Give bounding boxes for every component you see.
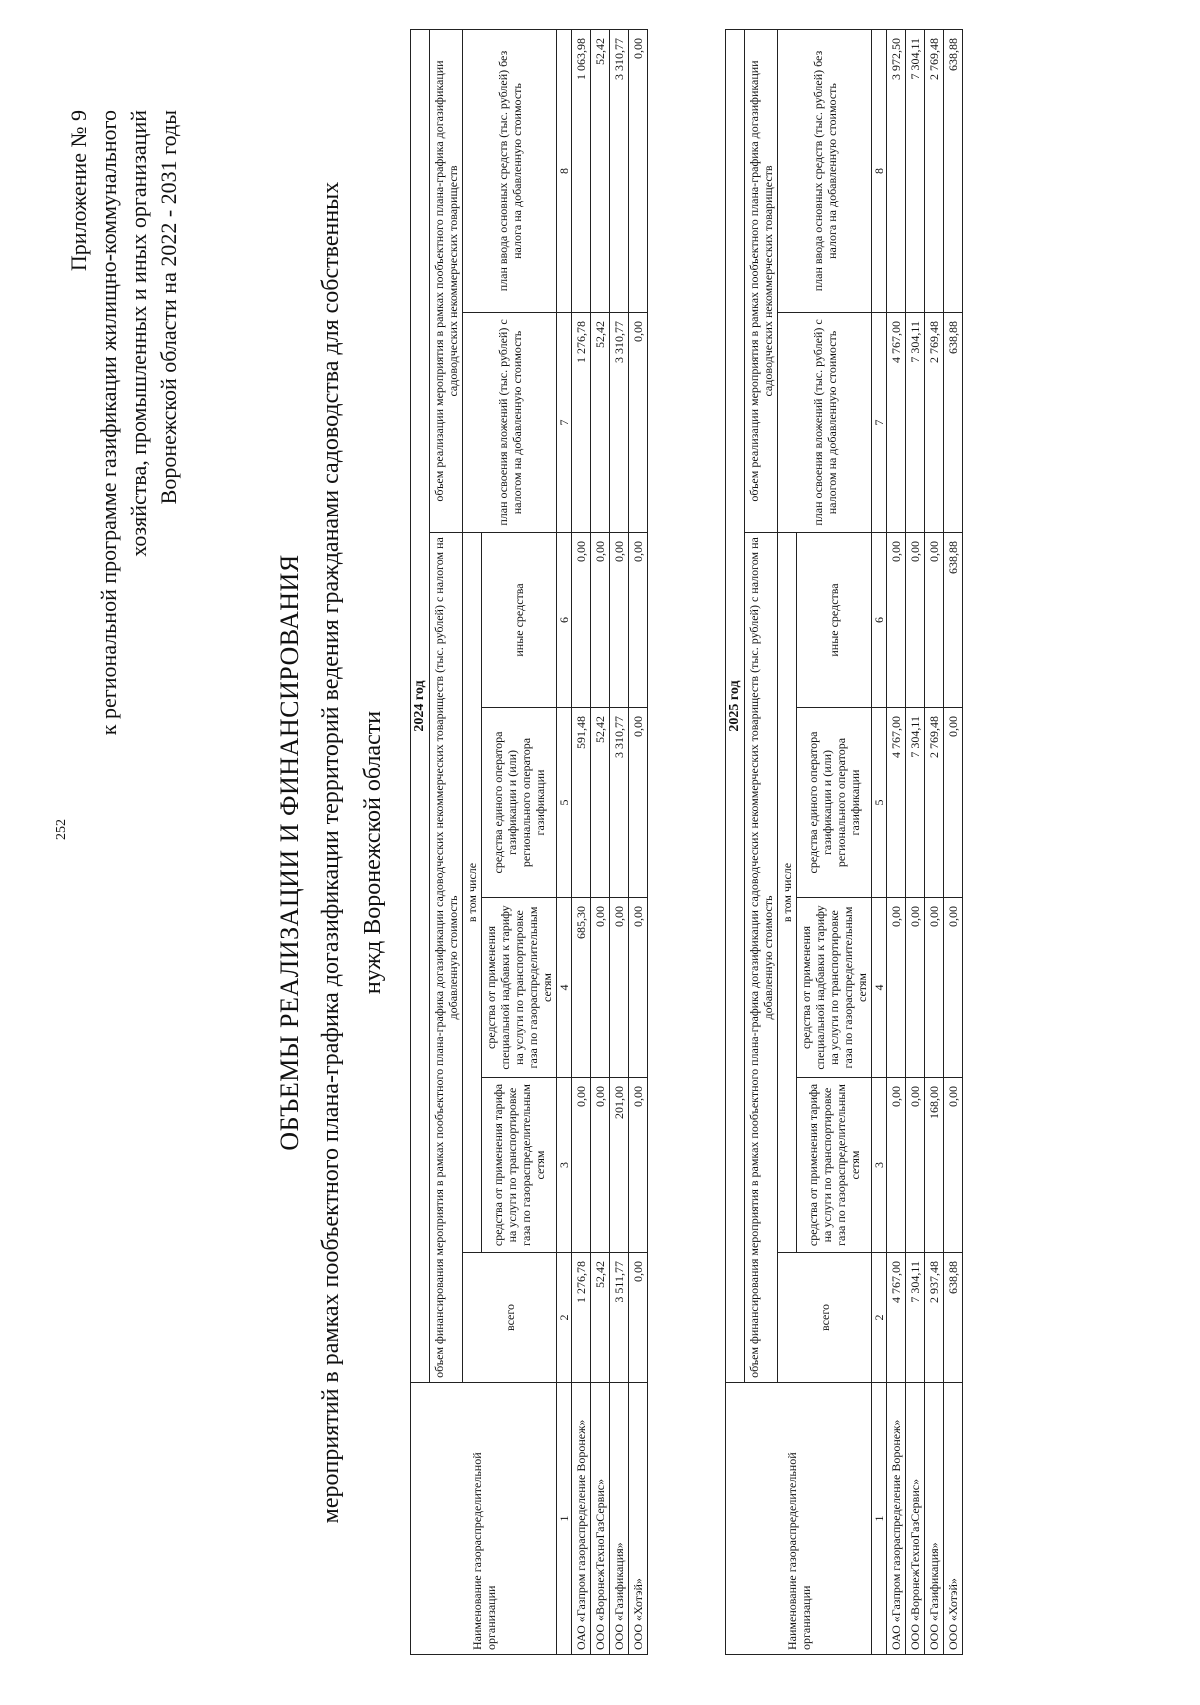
title-main: ОБЪЕМЫ РЕАЛИЗАЦИИ И ФИНАНСИРОВАНИЯ <box>275 554 304 1151</box>
value-cell: 7 304,11 <box>906 708 925 898</box>
value-cell: 3 310,77 <box>610 708 629 898</box>
document-title <box>275 40 389 1665</box>
value-cell: 0,00 <box>944 898 963 1078</box>
value-cell: 0,00 <box>887 1078 906 1253</box>
header-assets-plan: план ввода основных средств (тыс. рублей) без налога на добавленную стоимость <box>463 29 557 312</box>
value-cell: 4 767,00 <box>887 313 906 533</box>
table-row <box>591 29 610 1654</box>
title-subtitle: нужд Воронежской области <box>360 710 386 995</box>
value-cell: 2 769,48 <box>925 708 944 898</box>
table-row <box>906 29 925 1654</box>
value-cell: 638,88 <box>944 29 963 312</box>
column-index: 7 <box>557 313 572 533</box>
column-index: 3 <box>872 1078 887 1253</box>
header-realization-group: объем реализации мероприятия в рамках пообъектного плана-графика догазификации садоводческих некоммерческих товариществ <box>745 29 778 532</box>
header-other: иные средства <box>482 533 557 708</box>
header-total: всего <box>463 1253 557 1383</box>
value-cell: 7 304,11 <box>906 313 925 533</box>
value-cell: 0,00 <box>906 533 925 708</box>
header-operator: средства единого оператора газификации и (или) регионального оператора газификации <box>797 708 872 898</box>
org-name-cell: ОАО «Газпром газораспределение Воронеж» <box>572 1383 591 1655</box>
org-name-cell: ООО «Хотэй» <box>944 1383 963 1655</box>
value-cell: 52,42 <box>591 708 610 898</box>
column-index: 2 <box>557 1253 572 1383</box>
value-cell: 201,00 <box>610 1078 629 1253</box>
value-cell: 1 063,98 <box>572 29 591 312</box>
value-cell: 0,00 <box>610 898 629 1078</box>
header-tariff: средства от применения тарифа на услуги по транспортировке газа по газораспределительным сетям <box>797 1078 872 1253</box>
org-name-cell: ООО «Газификация» <box>610 1383 629 1655</box>
value-cell: 591,48 <box>572 708 591 898</box>
value-cell: 0,00 <box>629 1253 648 1383</box>
value-cell: 0,00 <box>629 1078 648 1253</box>
value-cell: 0,00 <box>925 898 944 1078</box>
column-index: 6 <box>557 533 572 708</box>
org-name-cell: ООО «Хотэй» <box>629 1383 648 1655</box>
value-cell: 2 937,48 <box>925 1253 944 1383</box>
value-cell: 3 511,77 <box>610 1253 629 1383</box>
header-org-name: Наименование газораспределительной организации <box>411 1383 557 1655</box>
value-cell: 0,00 <box>887 533 906 708</box>
header-financing-group: объем финансирования мероприятия в рамках пообъектного плана-графика догазификации садоводческих некоммерческих товариществ (тыс. рублей) с налогом на добавленную стоимость <box>430 533 463 1383</box>
header-surcharge: средства от применения специальной надбавки к тарифу на услуги по транспортировке газа по газораспределительным сетям <box>482 898 557 1078</box>
org-name-cell: ООО «Газификация» <box>925 1383 944 1655</box>
value-cell: 638,88 <box>944 1253 963 1383</box>
value-cell: 3 310,77 <box>610 29 629 312</box>
value-cell: 7 304,11 <box>906 1253 925 1383</box>
table-row <box>610 29 629 1654</box>
value-cell: 3 310,77 <box>610 313 629 533</box>
value-cell: 52,42 <box>591 1253 610 1383</box>
column-index: 3 <box>557 1078 572 1253</box>
column-index: 5 <box>872 708 887 898</box>
value-cell: 1 276,78 <box>572 313 591 533</box>
value-cell: 7 304,11 <box>906 29 925 312</box>
column-index: 1 <box>872 1383 887 1655</box>
table-row <box>944 29 963 1654</box>
header-realization-group: объем реализации мероприятия в рамках пообъектного плана-графика догазификации садоводческих некоммерческих товариществ <box>430 29 463 532</box>
header-investment-plan: план освоения вложений (тыс. рублей) с налогом на добавленную стоимость <box>463 313 557 533</box>
org-name-cell: ООО «ВоронежТехноГазСервис» <box>906 1383 925 1655</box>
appendix-line: к региональной программе газификации жилищно-коммунального <box>96 110 121 736</box>
value-cell: 0,00 <box>572 1078 591 1253</box>
column-index: 5 <box>557 708 572 898</box>
table-row <box>629 29 648 1654</box>
table-row <box>925 29 944 1654</box>
value-cell: 638,88 <box>944 313 963 533</box>
header-financing-group: объем финансирования мероприятия в рамках пообъектного плана-графика догазификации садоводческих некоммерческих товариществ (тыс. рублей) с налогом на добавленную стоимость <box>745 533 778 1383</box>
appendix-line: хозяйства, промышленных и иных организаций <box>126 110 151 557</box>
value-cell: 4 767,00 <box>887 1253 906 1383</box>
value-cell: 0,00 <box>629 29 648 312</box>
value-cell: 0,00 <box>610 533 629 708</box>
value-cell: 0,00 <box>944 1078 963 1253</box>
header-in-that-number: в том числе <box>463 533 482 1253</box>
value-cell: 0,00 <box>591 533 610 708</box>
value-cell: 168,00 <box>925 1078 944 1253</box>
table-row <box>572 29 591 1654</box>
value-cell: 0,00 <box>944 708 963 898</box>
value-cell: 0,00 <box>629 313 648 533</box>
appendix-header <box>64 110 184 830</box>
header-in-that-number: в том числе <box>778 533 797 1253</box>
value-cell: 0,00 <box>906 898 925 1078</box>
page-number: 252 <box>54 819 69 840</box>
column-index: 8 <box>557 29 572 312</box>
header-other: иные средства <box>797 533 872 708</box>
value-cell: 3 972,50 <box>887 29 906 312</box>
year-header: 2025 год <box>726 29 745 1382</box>
table-row <box>887 29 906 1654</box>
value-cell: 0,00 <box>629 708 648 898</box>
value-cell: 0,00 <box>629 898 648 1078</box>
column-index: 6 <box>872 533 887 708</box>
column-index: 1 <box>557 1383 572 1655</box>
column-index: 4 <box>872 898 887 1078</box>
header-assets-plan: план ввода основных средств (тыс. рублей) без налога на добавленную стоимость <box>778 29 872 312</box>
header-operator: средства единого оператора газификации и (или) регионального оператора газификации <box>482 708 557 898</box>
value-cell: 2 769,48 <box>925 29 944 312</box>
header-tariff: средства от применения тарифа на услуги по транспортировке газа по газораспределительным сетям <box>482 1078 557 1253</box>
org-name-cell: ОАО «Газпром газораспределение Воронеж» <box>887 1383 906 1655</box>
value-cell: 0,00 <box>591 1078 610 1253</box>
appendix-number: Приложение № 9 <box>66 110 91 272</box>
value-cell: 4 767,00 <box>887 708 906 898</box>
value-cell: 0,00 <box>629 533 648 708</box>
financing-table-2025 <box>725 29 963 1655</box>
year-header: 2024 год <box>411 29 430 1382</box>
value-cell: 638,88 <box>944 533 963 708</box>
title-subtitle: мероприятий в рамках пообъектного плана-графика догазификации территорий ведения гражданами садоводства для собственных <box>318 181 344 1524</box>
column-index: 4 <box>557 898 572 1078</box>
appendix-line: Воронежской области на 2022 - 2031 годы <box>156 110 181 505</box>
header-surcharge: средства от применения специальной надбавки к тарифу на услуги по транспортировке газа по газораспределительным сетям <box>797 898 872 1078</box>
value-cell: 2 769,48 <box>925 313 944 533</box>
header-org-name: Наименование газораспределительной организации <box>726 1383 872 1655</box>
value-cell: 0,00 <box>591 898 610 1078</box>
column-index: 7 <box>872 313 887 533</box>
header-total: всего <box>778 1253 872 1383</box>
value-cell: 0,00 <box>887 898 906 1078</box>
value-cell: 52,42 <box>591 313 610 533</box>
column-index: 2 <box>872 1253 887 1383</box>
value-cell: 1 276,78 <box>572 1253 591 1383</box>
header-investment-plan: план освоения вложений (тыс. рублей) с налогом на добавленную стоимость <box>778 313 872 533</box>
value-cell: 52,42 <box>591 29 610 312</box>
value-cell: 0,00 <box>906 1078 925 1253</box>
org-name-cell: ООО «ВоронежТехноГазСервис» <box>591 1383 610 1655</box>
value-cell: 685,30 <box>572 898 591 1078</box>
value-cell: 0,00 <box>925 533 944 708</box>
value-cell: 0,00 <box>572 533 591 708</box>
financing-table-2024 <box>410 29 648 1655</box>
column-index: 8 <box>872 29 887 312</box>
